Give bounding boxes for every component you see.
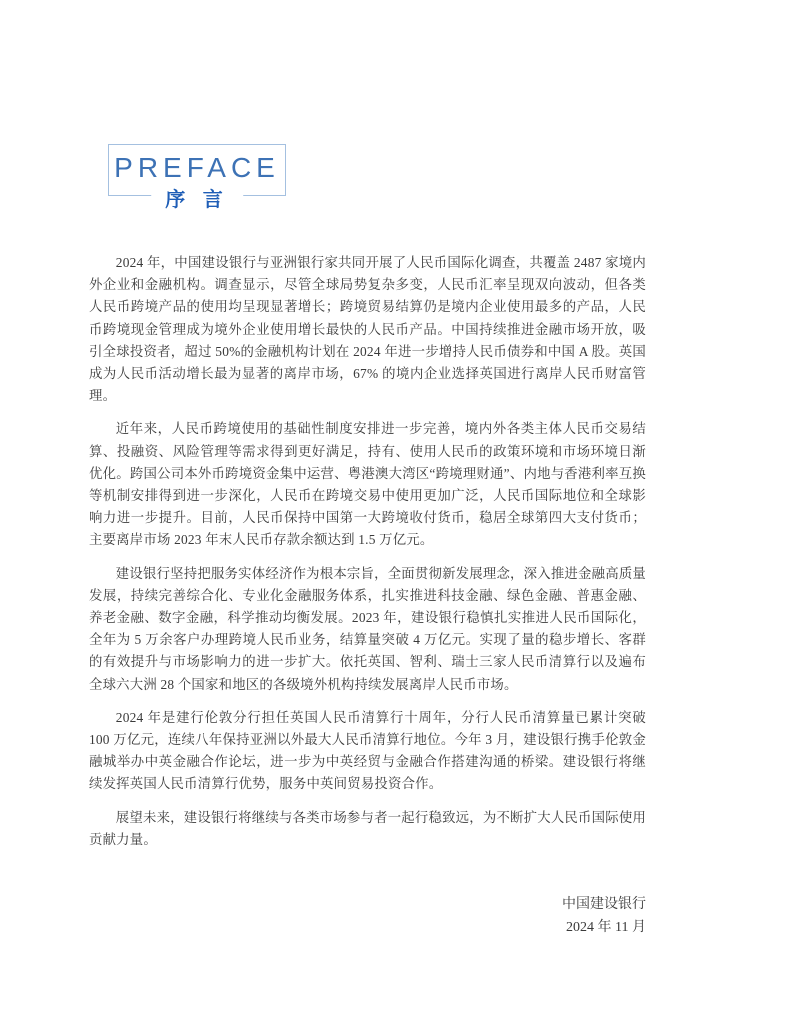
paragraph-ccb-business: 建设银行坚持把服务实体经济作为根本宗旨，全面贯彻新发展理念，深入推进金融高质量发展，持续完善综合化、专业化金融服务体系，扎实推进科技金融、绿色金融、普惠金融、养老金融、数字金融，科学推动均衡发展。2023 年，建设银行稳慎扎实推进人民币国际化，全年为 5 万余客户办理跨境人民币业务，结算量突破 4 万亿元。实现了量的稳步增长、客群的有效提升与市场影响力的进一步扩大。依托英国、智利、瑞士三家人民币清算行以及遍布全球六大洲 28 个国家和地区的各级境外机构持续发展离岸人民币市场。	[89, 565, 646, 692]
paragraph-london-clearing: 2024 年是建行伦敦分行担任英国人民币清算行十周年，分行人民币清算量已累计突破 100 万亿元，连续八年保持亚洲以外最大人民币清算行地位。今年 3 月，建设银行携手伦敦金融城举办中英金融合作论坛，进一步为中英经贸与金融合作搭建沟通的桥梁。建设银行将继续发挥英国人民币清算行优势，服务中英间贸易投资合作。	[89, 709, 646, 792]
preface-body	[89, 252, 646, 939]
preface-title-zh: 序 言	[151, 183, 243, 212]
preface-header-box	[108, 144, 286, 211]
signature-name: 中国建设银行	[562, 897, 646, 913]
signature-date: 2024 年 11 月	[566, 920, 646, 936]
paragraph-policy-environment: 近年来，人民币跨境使用的基础性制度安排进一步完善，境内外各类主体人民币交易结算、投融资、风险管理等需求得到更好满足，持有、使用人民币的政策环境和市场环境日渐优化。跨国公司本外币跨境资金集中运营、粤港澳大湾区“跨境理财通”、内地与香港利率互换等机制安排得到进一步深化，人民币在跨境交易中使用更加广泛，人民币国际地位和全球影响力进一步提升。目前，人民币保持中国第一大跨境收付货币，稳居全球第四大支付货币；主要离岸市场 2023 年末人民币存款余额达到 1.5 万亿元。	[89, 421, 646, 548]
paragraph-survey-overview: 2024 年，中国建设银行与亚洲银行家共同开展了人民币国际化调查，共覆盖 2487 家境内外企业和金融机构。调查显示，尽管全球局势复杂多变，人民币汇率呈现双向波动，但各类人民币跨境产品的使用均呈现显著增长；跨境贸易结算仍是境内企业使用最多的产品，人民币跨境现金管理成为境外企业使用增长最快的人民币产品。中国持续推进金融市场开放，吸引全球投资者，超过 50%的金融机构计划在 2024 年进一步增持人民币债券和中国 A 股。英国成为人民币活动增长最为显著的离岸市场，67% 的境内企业选择英国进行离岸人民币财富管理。	[89, 255, 646, 404]
signature-block	[89, 893, 646, 939]
paragraph-outlook: 展望未来，建设银行将继续与各类市场参与者一起行稳致远，为不断扩大人民币国际使用贡献力量。	[89, 809, 646, 847]
preface-title-en: PREFACE	[114, 152, 280, 183]
